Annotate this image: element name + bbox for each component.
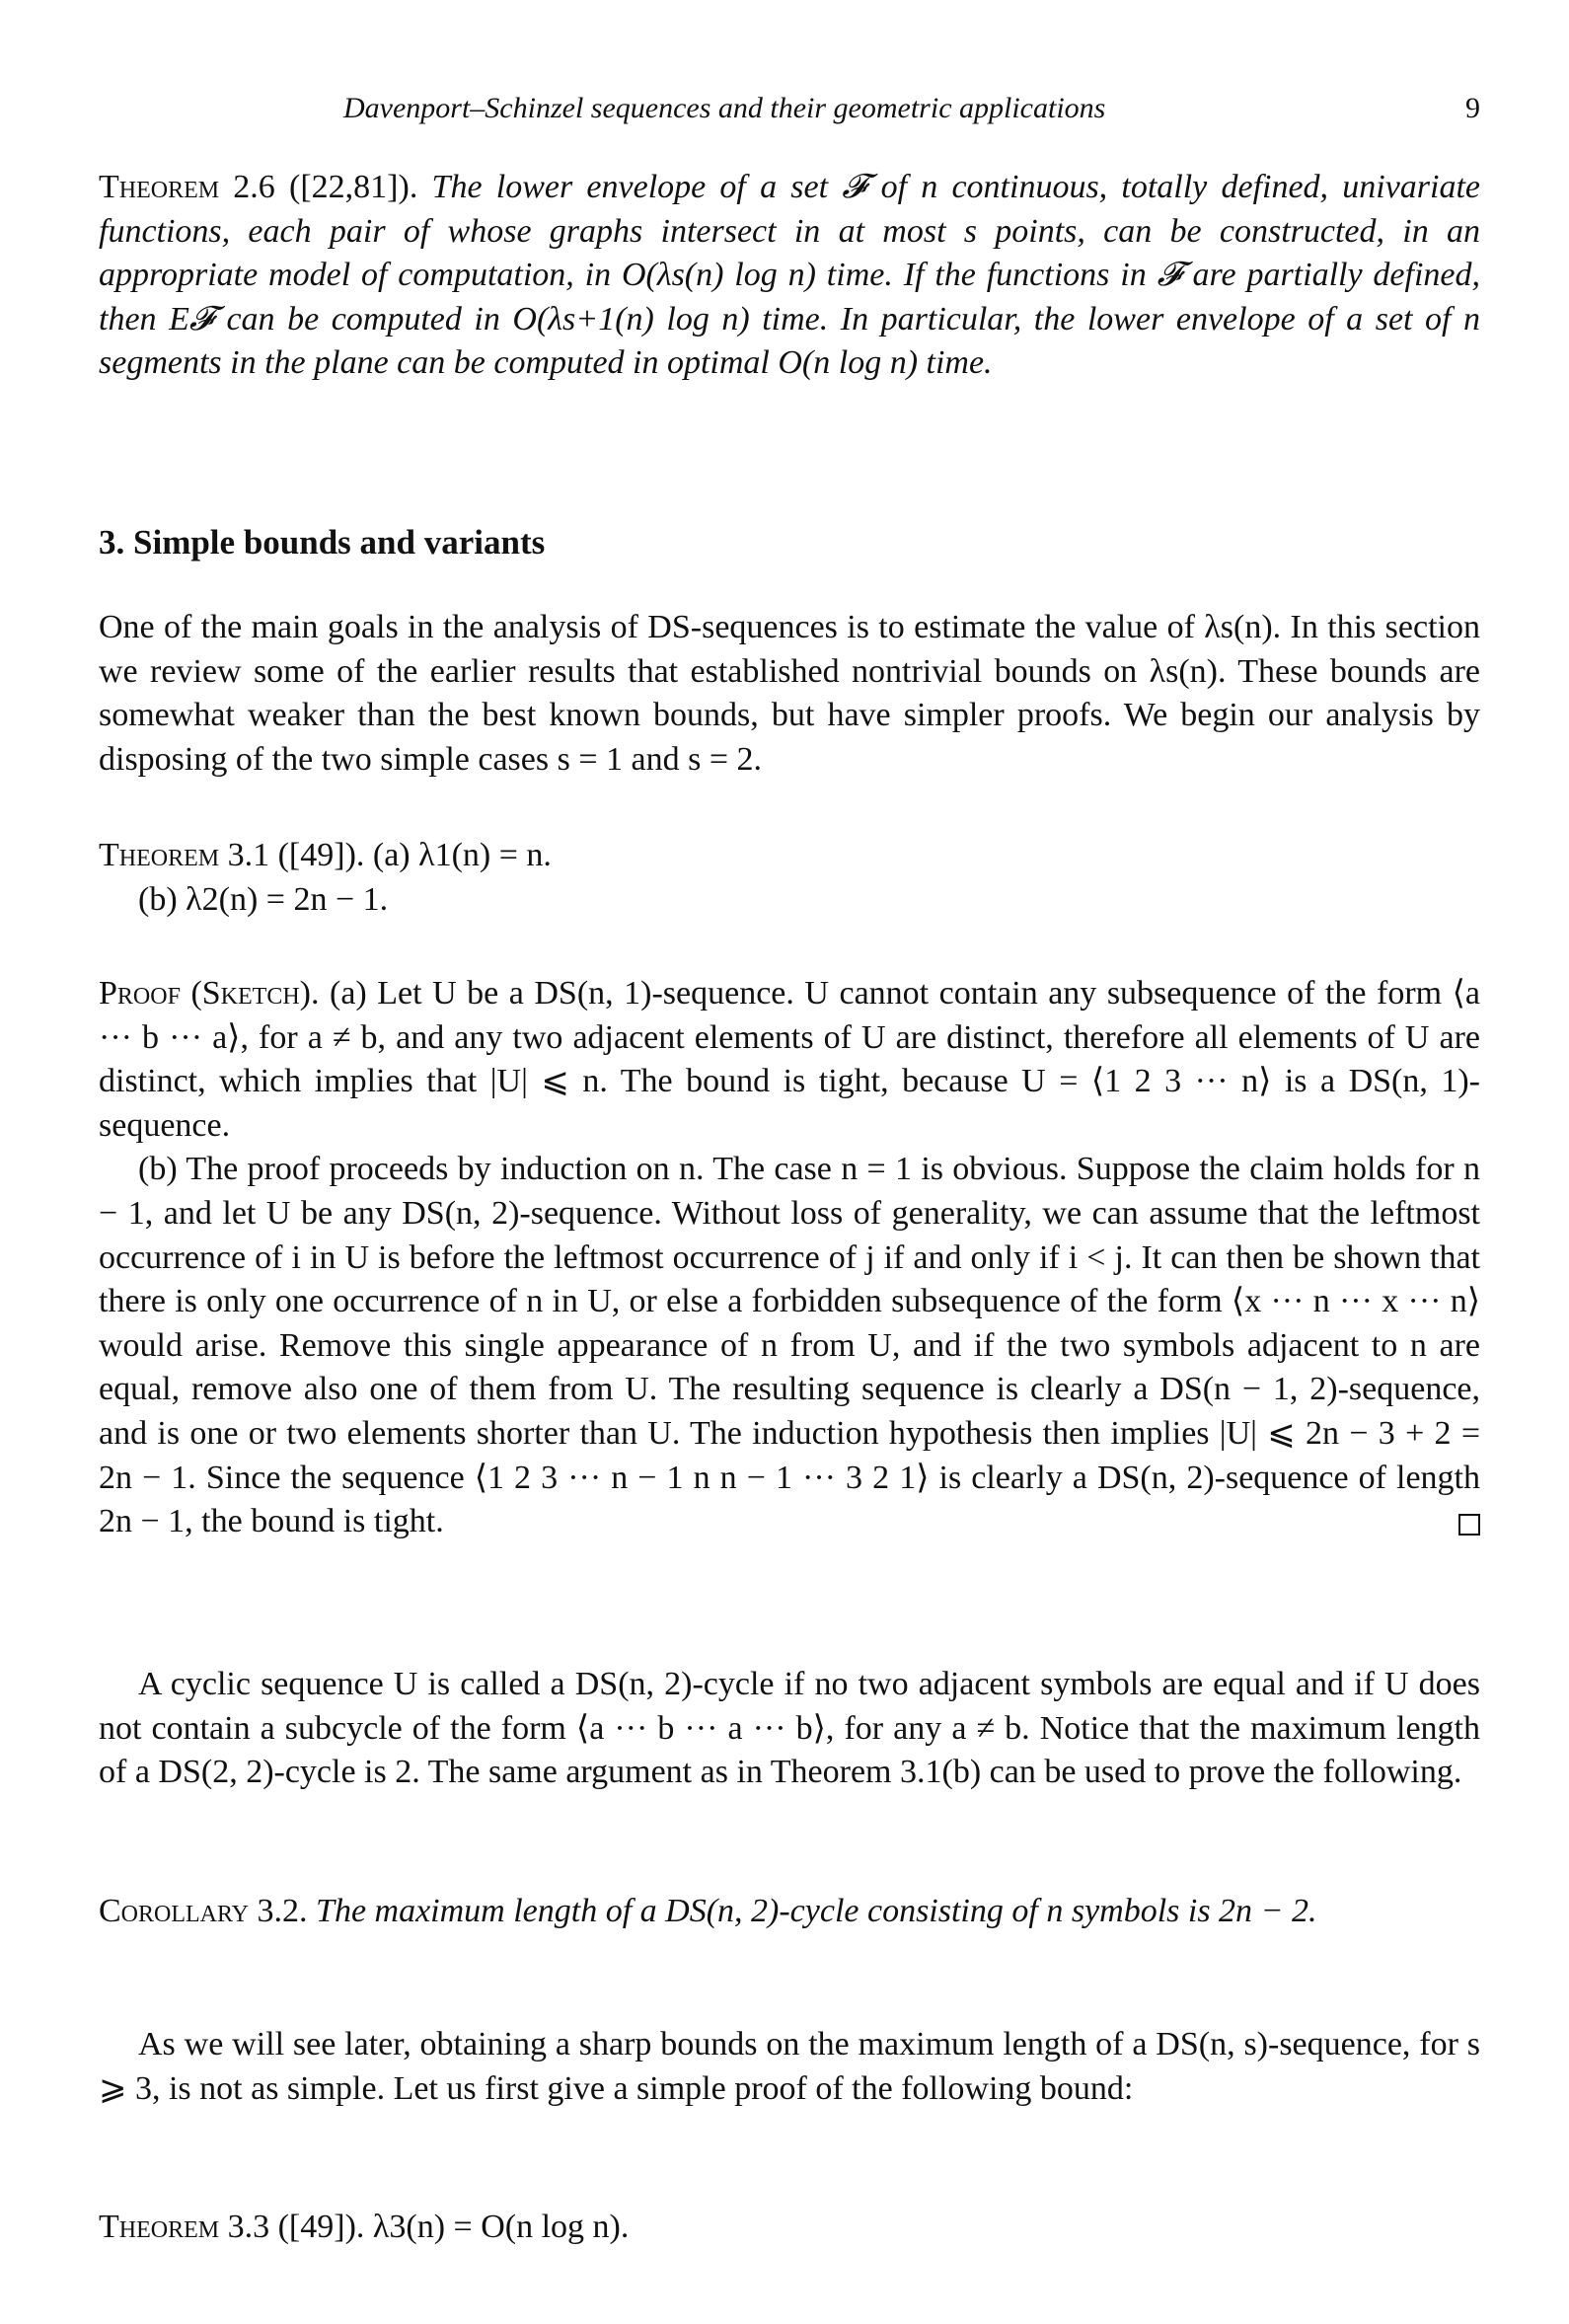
proof-part-a: (a) Let U be a DS(n, 1)-sequence. U cannot contain any subsequence of the form ⟨a ··· b ··· a⟩, for a ≠ b, and any two adjacent elements of U are distinct, therefore all elements of U are distinct, which implies that |U| ⩽ n. The bound is tight, because U = ⟨1 2 3 ··· n⟩ is a DS(n, 1)-sequence. bbox=[99, 975, 1481, 1144]
theorem-3-1 bbox=[99, 834, 1480, 922]
section-3-heading: 3. Simple bounds and variants bbox=[99, 523, 546, 562]
theorem-2-6-label: Theorem 2.6 ([22,81]). bbox=[99, 169, 418, 205]
cycle-paragraph: A cyclic sequence U is called a DS(n, 2)-cycle if no two adjacent symbols are equal and if U does not contain a subcycle of the form ⟨a ··· b ··· a ··· b⟩, for any a ≠ b. Notice that the maximum length of a DS(2, 2)-cycle is 2. The same argument as in Theorem 3.1(b) can be used to prove the following. bbox=[99, 1666, 1480, 1791]
qed-box-icon bbox=[1458, 1514, 1480, 1536]
proof bbox=[99, 972, 1480, 1544]
theorem-3-1-part-a: (a) λ1(n) = n. bbox=[372, 837, 552, 873]
theorem-2-6-text: The lower envelope of a set 𝓕 of n continuous, totally defined, univariate functions, each pair of whose graphs intersect in at most s points, can be constructed, in an appropriate model of computation, in O(λs(n) log n) time. If the functions in 𝓕 are partially defined, then E𝓕 can be computed in O(λs+1(n) log n) time. In particular, the lower envelope of a set of n segments in the plane can be computed in optimal O(n log n) time. bbox=[99, 169, 1481, 382]
later-paragraph: As we will see later, obtaining a sharp bounds on the maximum length of a DS(n, s)-sequence, for s ⩾ 3, is not as simple. Let us first give a simple proof of the following bound: bbox=[99, 2026, 1480, 2107]
running-head-title: Davenport–Schinzel sequences and their geometric applications bbox=[343, 92, 1106, 124]
proof-part-b: (b) The proof proceeds by induction on n. The case n = 1 is obvious. Suppose the claim holds for n − 1, and let U be any DS(n, 2)-sequence. Without loss of generality, we can assume that the leftmost occurrence of i in U is before the leftmost occurrence of j if and only if i < j. It can then be shown that there is only one occurrence of n in U, or else a forbidden subsequence of the form ⟨x ··· n ··· x ··· n⟩ would arise. Remove this single appearance of n from U, and if the two symbols adjacent to n are equal, remove also one of them from U. The resulting sequence is clearly a DS(n − 1, 2)-sequence, and is one or two elements shorter than U. The induction hypothesis then implies |U| ⩽ 2n − 3 + 2 = 2n − 1. Since the sequence ⟨1 2 3 ··· n − 1 n n − 1 ··· 3 2 1⟩ is clearly a DS(n, 2)-sequence of length 2n − 1, the bound is tight. bbox=[99, 1151, 1480, 1540]
section-3-intro bbox=[99, 606, 1480, 782]
corollary-3-2 bbox=[99, 1890, 1480, 1934]
theorem-3-3 bbox=[99, 2206, 1480, 2250]
theorem-2-6 bbox=[99, 166, 1480, 386]
corollary-3-2-label: Corollary 3.2. bbox=[99, 1893, 308, 1929]
theorem-3-3-text: λ3(n) = O(n log n). bbox=[372, 2209, 630, 2245]
proof-label: Proof (Sketch). bbox=[99, 975, 320, 1012]
section-3-intro-text: One of the main goals in the analysis of DS-sequences is to estimate the value of λs(n). In this section we review some of the earlier results that established nontrivial bounds on λs(n). These bounds are somewhat weaker than the best known bounds, but have simpler proofs. We begin our analysis by disposing of the two simple cases s = 1 and s = 2. bbox=[99, 609, 1480, 778]
corollary-3-2-text: The maximum length of a DS(n, 2)-cycle consisting of n symbols is 2n − 2. bbox=[316, 1893, 1317, 1929]
page-number: 9 bbox=[1465, 92, 1480, 124]
theorem-3-1-label: Theorem 3.1 ([49]). bbox=[99, 837, 365, 873]
theorem-3-1-part-b: (b) λ2(n) = 2n − 1. bbox=[138, 880, 389, 918]
theorem-3-3-label: Theorem 3.3 ([49]). bbox=[99, 2209, 365, 2245]
